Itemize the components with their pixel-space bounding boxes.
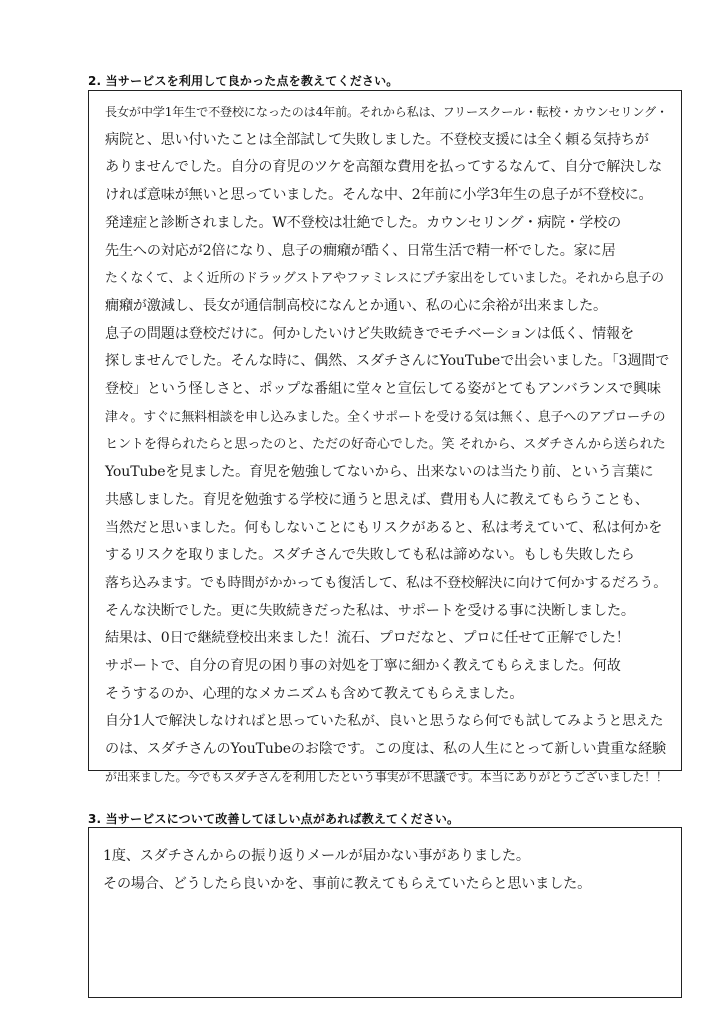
answer-line: 探しませんでした。そんな時に、偶然、スダチさんにYouTubeで出会いました。「3週間で	[105, 353, 670, 370]
answer-line: 癇癪が激減し、長女が通信制高校になんとか通い、私の心に余裕が出来ました。	[105, 297, 607, 314]
answer-line: 病院と、思い付いたことは全部試して失敗しました。不登校支援には全く頼る気持ちが	[105, 131, 649, 148]
answer-line: 落ち込みます。でも時間がかかっても復活して、私は不登校解決に向けて何かするだろう。	[105, 574, 667, 591]
answer-line: たくなくて、よく近所のドラッグストアやファミレスにプチ家出をしていました。それから息子の	[105, 271, 664, 287]
answer-line: が出来ました。今でもスダチさんを利用したという事実が不思議です。本当にありがとうございました！！	[105, 769, 668, 784]
answer-line: 当然だと思いました。何もしないことにもリスクがあると、私は考えていて、私は何かを	[105, 519, 663, 536]
answer-line: そんな決断でした。更に失敗続きだった私は、サポートを受ける事に決断しました。	[105, 602, 635, 619]
answer-line: ければ意味が無いと思っていました。そんな中、2年前に小学3年生の息子が不登校に。	[105, 187, 653, 204]
answer-line: 1度、スダチさんからの振り返りメールが届かない事がありました。	[103, 848, 530, 864]
answer-line: 共感しました。育児を勉強する学校に通うと思えば、費用も人に教えてもらうことも、	[105, 491, 649, 508]
answer-line: 自分1人で解決しなければと思っていた私が、良いと思うなら何でも試してみようと思えた	[105, 713, 664, 730]
answer-line: YouTubeを見ました。育児を勉強してないから、出来ないのは当たり前、という言葉に	[105, 464, 654, 481]
answer-line: 息子の問題は登校だけに。何かしたいけど失敗続きでモチベーションは低く、情報を	[105, 325, 635, 342]
answer-line: ヒントを得られたらと思ったのと、ただの好奇心でした。笑 それから、スダチさんから送られた	[105, 437, 666, 453]
answer-line: するリスクを取りました。スダチさんで失敗しても私は諦めない。もしも失敗したら	[105, 547, 635, 564]
question-3-heading: 3. 当サービスについて改善してほしい点があれば教えてください。	[88, 812, 460, 826]
answer-line: サポートで、自分の育児の困り事の対処を丁寧に細かく教えてもらえました。何故	[105, 658, 621, 675]
answer-line: のは、スダチさんのYouTubeのお陰です。この度は、私の人生にとって新しい貴重な経験	[105, 741, 666, 758]
answer-line: そうするのか、心理的なメカニズムも含めて教えてもらえました。	[105, 685, 524, 702]
answer-line: 登校」という怪しさと、ポップな番組に堂々と宣伝してる姿がとてもアンバランスで興味	[105, 381, 661, 398]
answer-line: 結果は、0日で継続登校出来ました！流石、プロだなと、プロに任せて正解でした！	[105, 630, 630, 647]
answer-line: ありませんでした。自分の育児のツケを高額な費用を払ってするなんて、自分で解決しな	[105, 159, 663, 176]
question-2-answer-box	[88, 90, 682, 784]
question-3-answer-box	[88, 827, 682, 998]
question-2-heading: 2. 当サービスを利用して良かった点を教えてください。	[88, 74, 399, 88]
answer-line: その場合、どうしたら良いかを、事前に教えてもらえていたらと思いました。	[103, 876, 592, 892]
answer-line: 発達症と診断されました。W不登校は壮絶でした。カウンセリング・病院・学校の	[105, 214, 622, 231]
answer-line: 長女が中学1年生で不登校になったのは4年前。それから私は、フリースクール・転校・カウンセリング・	[105, 105, 668, 119]
answer-line: 先生への対応が2倍になり、息子の癇癪が酷く、日常生活で精一杯でした。家に居	[105, 242, 616, 259]
answer-line: 津々。すぐに無料相談を申し込みました。全くサポートを受ける気は無く、息子へのアプローチの	[105, 409, 666, 425]
